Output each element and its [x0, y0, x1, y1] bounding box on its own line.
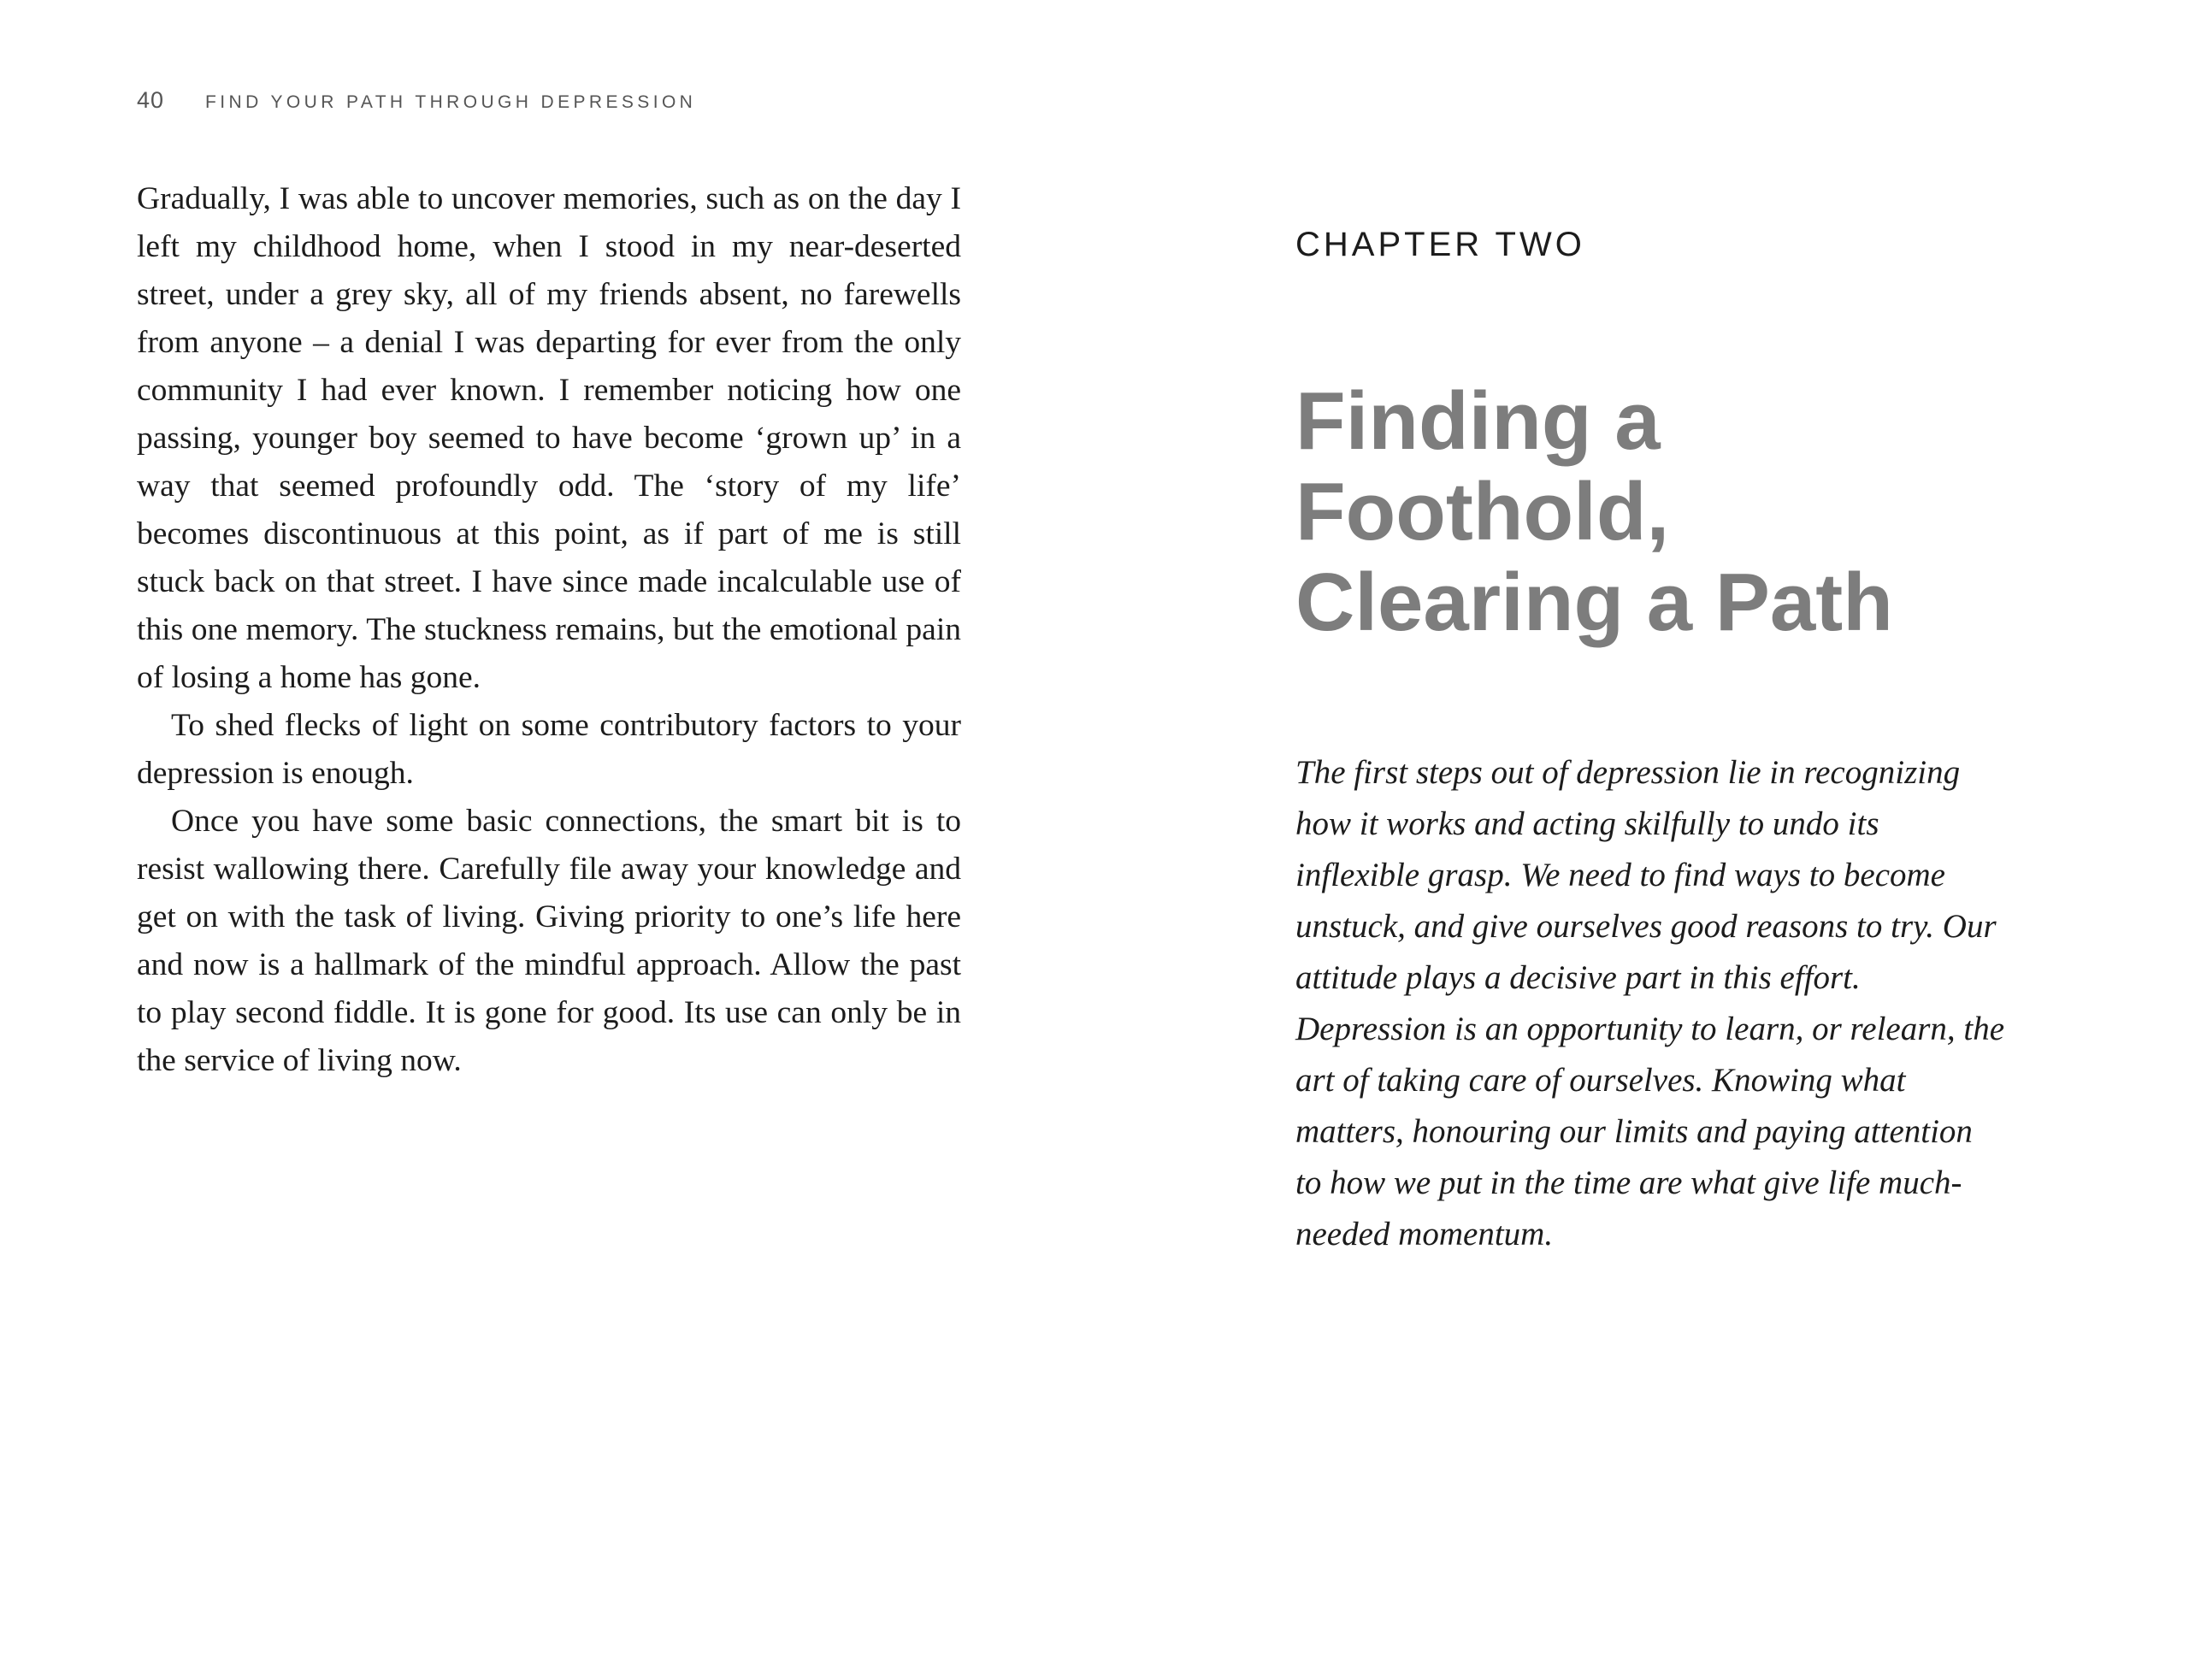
chapter-label: CHAPTER TWO: [1295, 226, 1585, 263]
left-page-body: [137, 175, 961, 1085]
chapter-title-line: Clearing a Path: [1295, 557, 1893, 648]
intro-line: Depression is an opportunity to learn, or relearn, the: [1295, 1011, 2005, 1047]
intro-line: unstuck, and give ourselves good reasons to try. Our: [1295, 908, 1997, 945]
intro-line: inflexible grasp. We need to find ways to become: [1295, 857, 1945, 893]
running-title: FIND YOUR PATH THROUGH DEPRESSION: [205, 92, 697, 112]
chapter-title-line: Foothold,: [1295, 466, 1670, 557]
intro-line: attitude plays a decisive part in this effort.: [1295, 959, 1861, 996]
body-paragraph: To shed flecks of light on some contributory factors to your depression is enough.: [137, 708, 961, 791]
body-paragraph: Gradually, I was able to uncover memories, such as on the day I left my childhood home, when I stood in my near-deserted street, under a grey sky, all of my friends absent, no farewells from anyone – a denial I was departing for ever from the only community I had ever known. I remember noticing how one passing, younger boy seemed to have become ‘grown up’ in a way that seemed profoundly odd. The ‘story of my life’ becomes discontinuous at this point, as if part of me is still stuck back on that street. I have since made incalculable use of this one memory. The stuckness remains, but the emotional pain of losing a home has gone.: [137, 181, 961, 695]
intro-line: needed momentum.: [1295, 1216, 1554, 1253]
intro-line: to how we put in the time are what give life much-: [1295, 1164, 1962, 1201]
intro-line: art of taking care of ourselves. Knowing what: [1295, 1062, 1906, 1099]
chapter-title: [1295, 376, 2065, 648]
intro-line: matters, honouring our limits and paying attention: [1295, 1113, 1973, 1150]
running-head: [137, 87, 696, 121]
intro-line: how it works and acting skilfully to undo its: [1295, 805, 1879, 842]
page-number: 40: [137, 87, 165, 113]
body-paragraph: Once you have some basic connections, the smart bit is to resist wallowing there. Carefully file away your knowledge and get on with the task of living. Giving priority to one’s life here and now is a hallmark of the mindful approach. Allow the past to play second fiddle. It is gone for good. Its use can only be in the service of living now.: [137, 804, 961, 1078]
intro-line: The first steps out of depression lie in recognizing: [1295, 754, 1961, 791]
chapter-title-line: Finding a: [1295, 375, 1661, 467]
chapter-intro: [1295, 747, 2048, 1260]
